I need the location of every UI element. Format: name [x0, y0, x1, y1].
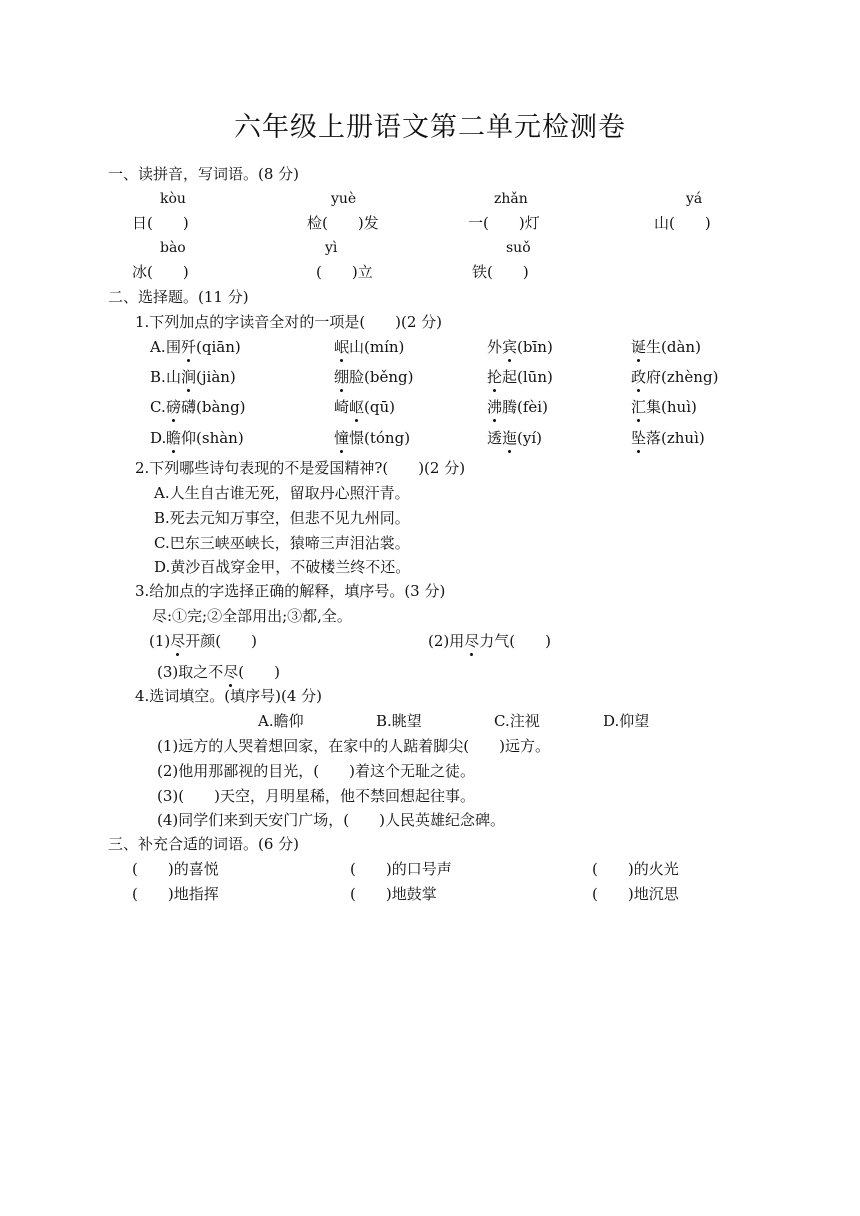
word-blank: ( )立 [316, 263, 373, 281]
option-text: C.巴东三峡巫峡长，猿啼三声泪沾裳。 [154, 534, 410, 552]
pinyin-option [334, 337, 404, 357]
pinyin-option [487, 397, 548, 417]
phrase-blank: ( )地指挥 [132, 885, 219, 903]
page-title: 六年级上册语文第二单元检测卷 [234, 112, 626, 143]
word-blank: 铁( ) [472, 263, 529, 281]
text-part: 起(lūn) [502, 368, 553, 386]
pinyin: yá [686, 191, 703, 207]
text-part: ( ) [238, 663, 280, 681]
dotted-char: 尽 [464, 632, 480, 650]
sub-item [428, 631, 551, 651]
dotted-char: 涧 [181, 368, 197, 386]
pinyin-option [487, 337, 553, 357]
dotted-char: 诞 [631, 338, 647, 356]
text-part: 围 [166, 338, 182, 356]
word-blank: 检( )发 [307, 214, 379, 232]
pinyin-option [334, 428, 410, 448]
phrase-blank: ( )的喜悦 [132, 860, 219, 878]
text-part: 山 [166, 368, 182, 386]
dotted-char: 尽 [170, 632, 186, 650]
text-part: 生(dàn) [646, 338, 701, 356]
dotted-char: 绷 [334, 368, 350, 386]
pinyin-option [631, 367, 718, 387]
text-part: (1) [149, 632, 171, 650]
pinyin-option [166, 397, 246, 417]
text-part: 外 [487, 338, 503, 356]
option-label: D. [150, 429, 167, 447]
dotted-char: 汇 [631, 398, 647, 416]
pinyin-option [166, 428, 244, 448]
text-part: 府(zhèng) [646, 368, 719, 386]
option-text: A.人生自古谁无死，留取丹心照汗青。 [154, 484, 410, 502]
text-part: 憬(tóng) [349, 429, 411, 447]
text-part: 开颜( ) [185, 632, 257, 650]
pinyin-option [631, 428, 705, 448]
word-blank: 一( )灯 [468, 214, 540, 232]
text-part: 山(mín) [349, 338, 405, 356]
dotted-char: 憧 [334, 429, 350, 447]
question-4-stem: 4.选词填空。(填序号)(4 分) [135, 687, 323, 705]
dotted-char: 瞻 [166, 429, 182, 447]
word-choice: C.注视 [494, 712, 540, 730]
option-text: D.黄沙百战穿金甲，不破楼兰终不还。 [154, 558, 411, 576]
text-part: (2)用 [428, 632, 465, 650]
phrase-blank: ( )地沉思 [592, 885, 679, 903]
question-1-stem: 1.下列加点的字读音全对的一项是( )(2 分) [135, 313, 443, 331]
pinyin-option [631, 337, 701, 357]
text-part: 力气( ) [479, 632, 551, 650]
section3-heading: 三、补充合适的词语。(6 分) [108, 835, 300, 853]
option-text: B.死去元知万事空，但悲不见九州同。 [154, 509, 410, 527]
phrase-blank: ( )地鼓掌 [350, 885, 437, 903]
dotted-char: 岷 [334, 338, 350, 356]
pinyin-option [487, 367, 553, 387]
word-blank: 日( ) [132, 214, 189, 232]
dotted-char: 抡 [487, 368, 503, 386]
text-part: 落(zhuì) [646, 429, 705, 447]
text-part: 礴(bàng) [181, 398, 246, 416]
text-part: (jiàn) [196, 368, 236, 386]
sub-item [157, 662, 280, 682]
text-part: (yí) [517, 429, 543, 447]
word-choice: D.仰望 [603, 712, 650, 730]
dotted-char: 尽 [223, 663, 239, 681]
question-2-stem: 2.下列哪些诗句表现的不是爱国精神?( )(2 分) [135, 459, 466, 477]
text-part: 透 [487, 429, 503, 447]
pinyin-option [334, 397, 395, 417]
dotted-char: 岖 [349, 398, 365, 416]
pinyin: kòu [160, 191, 186, 207]
dotted-char: 宾 [502, 338, 518, 356]
fill-sentence: (3)( )天空，月明星稀，他不禁回想起往事。 [157, 787, 475, 805]
pinyin-option [166, 367, 236, 387]
dotted-char: 沸 [487, 398, 503, 416]
dotted-char: 歼 [181, 338, 197, 356]
word-blank: 山( ) [654, 214, 711, 232]
fill-sentence: (4)同学们来到天安门广场，( )人民英雄纪念碑。 [157, 811, 505, 829]
option-label: C. [150, 398, 166, 416]
pinyin: suǒ [506, 240, 531, 256]
text-part: (3)取之不 [157, 663, 224, 681]
section1-heading: 一、读拼音，写词语。(8 分) [108, 165, 300, 183]
text-part: 腾(fèi) [502, 398, 548, 416]
pinyin: yì [325, 240, 338, 256]
option-label: B. [150, 368, 166, 386]
phrase-blank: ( )的火光 [592, 860, 679, 878]
dotted-char: 磅 [166, 398, 182, 416]
pinyin: yuè [331, 191, 357, 207]
fill-sentence: (1)远方的人哭着想回家，在家中的人踮着脚尖( )远方。 [157, 737, 550, 755]
dotted-char: 坠 [631, 429, 647, 447]
dotted-char: 迤 [502, 429, 518, 447]
pinyin-option [334, 367, 413, 387]
phrase-blank: ( )的口号声 [350, 860, 452, 878]
text-part: 脸(běng) [349, 368, 414, 386]
text-part: 集(huì) [646, 398, 697, 416]
word-blank: 冰( ) [132, 263, 189, 281]
word-choice: B.眺望 [376, 712, 422, 730]
option-label: A. [150, 338, 166, 356]
sub-item [149, 631, 257, 651]
question-3-stem: 3.给加点的字选择正确的解释，填序号。(3 分) [135, 582, 446, 600]
definition: 尽:①完;②全部用出;③都,全。 [152, 607, 352, 625]
pinyin-option [166, 337, 241, 357]
text-part: (qiān) [196, 338, 241, 356]
text-part: 仰(shàn) [181, 429, 244, 447]
pinyin: zhǎn [494, 191, 528, 207]
pinyin: bào [160, 240, 186, 256]
text-part: (qū) [364, 398, 395, 416]
pinyin-option [487, 428, 542, 448]
text-part: (bīn) [517, 338, 553, 356]
pinyin-option [631, 397, 697, 417]
text-part: 崎 [334, 398, 350, 416]
section2-heading: 二、选择题。(11 分) [108, 288, 249, 306]
dotted-char: 政 [631, 368, 647, 386]
fill-sentence: (2)他用那鄙视的目光，( )着这个无耻之徒。 [157, 762, 475, 780]
word-choice: A.瞻仰 [258, 712, 304, 730]
